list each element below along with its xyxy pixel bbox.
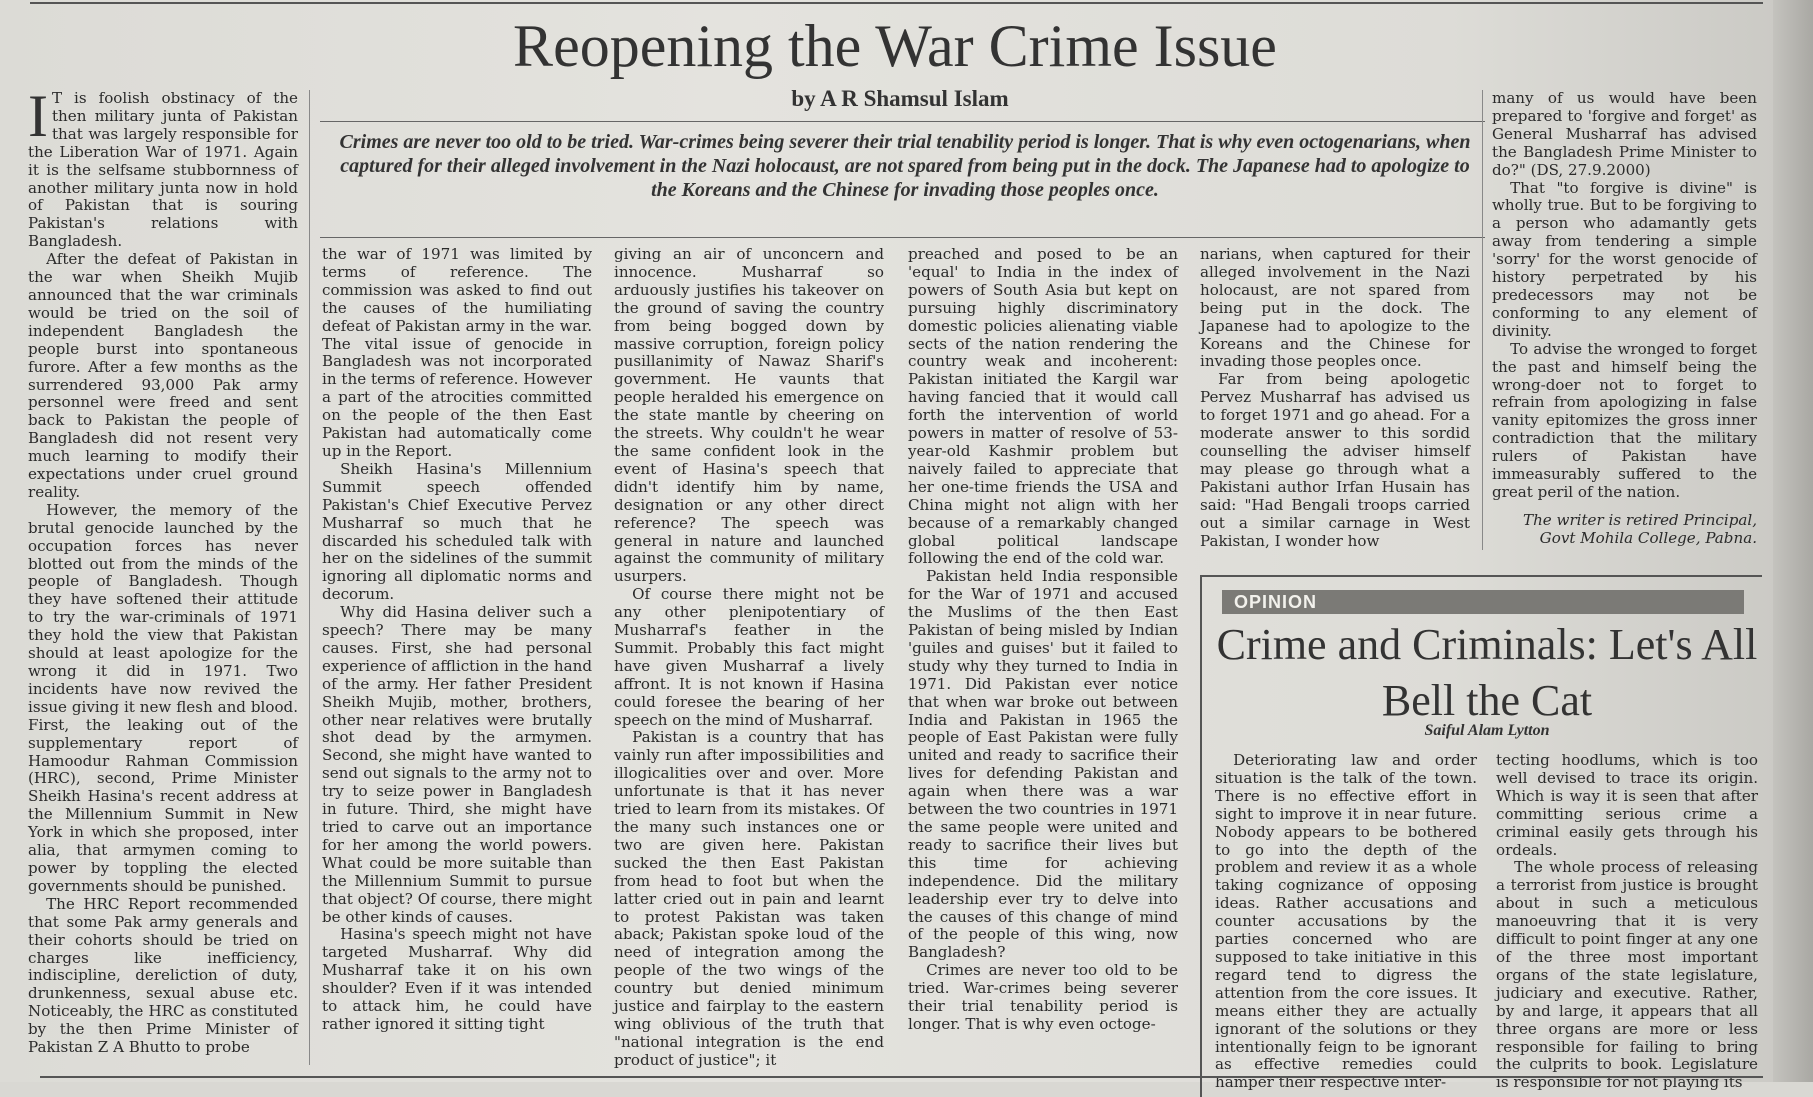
adjacent-page-edge (1773, 0, 1813, 1082)
article-byline: by A R Shamsul Islam (791, 86, 1009, 111)
article-deck: Crimes are never too old to be tried. War-crimes being severer their trial tenability period is longer. That is why even octogenarians, when captured for their alleged involvement in the Nazi holocaust, are not spared from being put in the dock. The Japanese had to apologize to the Koreans and the Chinese for invading those peoples once. (339, 131, 1471, 201)
column-separator (1482, 90, 1483, 550)
paragraph: The HRC Report recommended that some Pak army generals and their cohorts should be tried on charges like inefficiency, indiscipline, dereliction of duty, drunkenness, sexual abuse etc. Noticeably, the HRC as constituted by the then Prime Minister of Pakistan Z A Bhutto to probe (28, 894, 298, 1057)
paragraph: Sheikh Hasina's Millennium Summit speech offended Pakistan's Chief Executive Pervez Musharraf so much that he discarded his scheduled talk with her on the sidelines of the summit ignoring all diplomatic norms and decorum. (322, 459, 592, 604)
paragraph: Deteriorating law and order situation is the talk of the town. There is no effective effort in sight to improve it in near future. Nobody appears to be bothered to go into the depth of the problem and review it as a whole taking cognizance of opposing ideas. Rather accusations and counter accusations by the parties concerned who are supposed to take initiative in this regard tend to digress the attention from the core issues. It means either they are actually ignorant of the solutions or they intentionally feign to be ignorant as effective remedies could hamper their respective inter- (1215, 751, 1477, 1092)
paragraph: Pakistan held India responsible for the War of 1971 and accused the Muslims of the then East Pakistan of being misled by Indian 'guiles and guises' but it failed to study why they turned to India in 1971. Did Pakistan ever notice that when war broke out between India and Pakistan in 1965 the people of East Pakistan were fully united and ready to sacrifice their lives for defending Pakistan and again when there was a war between the two countries in 1971 the same people were united and ready to sacrifice their lives but this time for achieving independence. Did the military leadership ever try to delve into the causes of this change of mind of the people of this wing, now Bangladesh? (908, 567, 1178, 962)
article-column-1 (28, 83, 298, 1070)
paragraph: After the defeat of Pakistan in the war when Sheikh Mujib announced that the war criminals would be tried on the soil of independent Bangladesh the people burst into spontaneous furore. After a few months as the surrendered 93,000 Pak army personnel were freed and sent back to Pakistan the people of Bangladesh did not resent very much learning to modify their expectations under cruel ground reality. (28, 250, 298, 501)
author-credit: The writer is retired Principal, Govt Mohila College, Pabna. (1523, 510, 1757, 547)
opinion-author: Saiful Alam Lytton (1424, 722, 1550, 739)
paragraph: many of us would have been prepared to 'forgive and forget' as General Musharraf has advised the Bangladesh Prime Minister to do?" (DS, 27.9.2000) (1492, 89, 1757, 179)
paragraph: tecting hoodlums, which is too well devised to trace its origin. Which is way it is seen that after committing serious crime a criminal easily gets through his ordeals. (1496, 751, 1758, 859)
paragraph: However, the memory of the brutal genocide launched by the occupation forces has never blotted out from the minds of the people of Bangladesh. Though they have softened their attitude to try the war-criminals of 1971 they hold the view that Pakistan should at least apologize for the wrong it did in 1971. Two incidents have now revived the issue giving it new flesh and blood. First, the leaking out of the supplementary report of Hamoodur Rahman Commission (HRC), second, Prime Minister Sheikh Hasina's recent address at the Millennium Summit in New York in which she proposed, inter alia, that armymen coming to power by toppling the elected governments should be punished. (28, 500, 298, 895)
bottom-rule (40, 1076, 1763, 1078)
article-column-5 (1200, 246, 1470, 554)
byline-rule (320, 121, 1485, 122)
paragraph: narians, when captured for their alleged involvement in the Nazi holocaust, are not spared from being put in the dock. The Japanese had to apologize to the Koreans and the Chinese for invading those peoples once. (1200, 245, 1470, 371)
paragraph: That "to forgive is divine" is wholly true. But to be forgiving to a person who adamantly gets away from tendering a simple 'sorry' for the worst genocide of history perpetrated by his predecessors may not be conforming to any element of divinity. (1492, 178, 1757, 340)
paragraph-text: T is foolish obstinacy of the then military junta of Pakistan that was largely responsible for the Liberation War of 1971. Again it is the selfsame stubbornness of another military junta now in hold of Pakistan that is souring Pakistan's relations with Bangladesh. (28, 89, 298, 251)
article-headline: Reopening the War Crime Issue (513, 13, 1277, 79)
top-rule (30, 2, 1763, 4)
paragraph: preached and posed to be an 'equal' to India in the index of powers of South Asia but kept on pursuing highly discriminatory domestic policies alienating viable sects of the nation rendering the country weak and incoherent: Pakistan initiated the Kargil war having fancied that it would call forth the intervention of world powers in matter of resolve of 53-year-old Kashmir problem but naively failed to appreciate that her one-time friends the USA and China might not align with her because of a remarkably changed global political landscape following the end of the cold war. (908, 245, 1178, 568)
article-column-2 (322, 246, 592, 1062)
paragraph: Hasina's speech might not have targeted Musharraf. Why did Musharraf take it on his own shoulder? Even if it was intended to attack him, he could have rather ignored it sitting tight (322, 925, 592, 1033)
drop-cap: I (28, 83, 48, 149)
paragraph: giving an air of unconcern and innocence. Musharraf so arduously justifies his takeover on the ground of saving the country from being bogged down by massive corruption, foreign policy pusillanimity of Nawaz Sharif's government. He vaunts that people heralded his emergence on the state mantle by cheering on the streets. Why couldn't he wear the same confident look in the event of Hasina's speech that didn't identify him by name, designation or any other direct reference? The speech was general in nature and launched against the community of military usurpers. (614, 245, 884, 586)
paragraph: Pakistan is a country that has vainly run after impossibilities and illogicalities over and over. More unfortunate is that it has never tried to learn from its mistakes. Of the many such instances one or two are given here. Pakistan sucked the then East Pakistan from head to foot but when the latter cried out in pain and learnt to protest Pakistan was taken aback; Pakistan spoke loud of the need of integration among the people of the two wings of the country but denied minimum justice and fairplay to the eastern wing oblivious of the truth that "national integration is the end product of justice"; it (614, 728, 884, 1069)
opinion-title: Crime and Criminals: Let's All Bell the Cat (1216, 620, 1758, 725)
paragraph: Far from being apologetic Pervez Musharraf has advised us to forget 1971 and go ahead. For a moderate answer to this sordid counselling the adviser himself may please go through what a Pakistani author Irfan Husain has said: "Had Bengali troops carried out a similar carnage in West Pakistan, I wonder how (1200, 370, 1470, 550)
paragraph: To advise the wronged to forget the past and himself being the wrong-doer not to forget to refrain from apologizing in false vanity epitomizes the gross inner contradiction that the military rulers of Pakistan have immeasurably suffered to the great peril of the nation. (1492, 339, 1757, 501)
article-column-4 (908, 246, 1178, 1062)
article-column-3 (614, 245, 884, 1069)
paragraph: the war of 1971 was limited by terms of reference. The commission was asked to find out the causes of the humiliating defeat of Pakistan army in the war. The vital issue of genocide in Bangladesh was not incorporated in the terms of reference. However a part of the atrocities committed on the people of the then East Pakistan had automatically come up in the Report. (322, 245, 592, 460)
paragraph: Of course there might not be any other plenipotentiary of Musharraf's feather in the Summit. Probably this fact might have given Musharraf a lively affront. It is not known if Hasina could foresee the bearing of her speech on the mind of Musharraf. (614, 585, 884, 729)
column-separator (309, 90, 310, 1065)
paragraph: Crimes are never too old to be tried. War-crimes being severer their trial tenability period is longer. That is why even octoge- (908, 961, 1178, 1033)
deck-rule (320, 237, 1485, 238)
paragraph: The whole process of releasing a terrorist from justice is brought about in such a meticulous manoeuvring that it is very difficult to point finger at any one of the three most important organs of the state legislature, judiciary and executive. Rather, by and large, it appears that all three organs are more or less responsible for failing to bring the culprits to book. Legislature is responsible for not playing its (1496, 858, 1758, 1092)
opinion-column-1 (1215, 751, 1477, 1092)
article-column-6 (1492, 90, 1757, 550)
paragraph: Why did Hasina deliver such a speech? There may be many causes. First, she had personal experience of affliction in the hand of the army. Her father President Sheikh Mujib, mother, brothers, other near relatives were brutally shot dead by the armymen. Second, she might have wanted to send out signals to the army not to try to seize power in Bangladesh in future. Third, she might have tried to carve out an importance for her among the world powers. What could be more suitable than the Millennium Summit to pursue that object? Of course, there might be other kinds of causes. (322, 603, 592, 926)
opinion-column-2 (1496, 751, 1758, 1092)
opinion-tag: OPINION (1222, 590, 1744, 614)
paragraph (28, 83, 298, 251)
